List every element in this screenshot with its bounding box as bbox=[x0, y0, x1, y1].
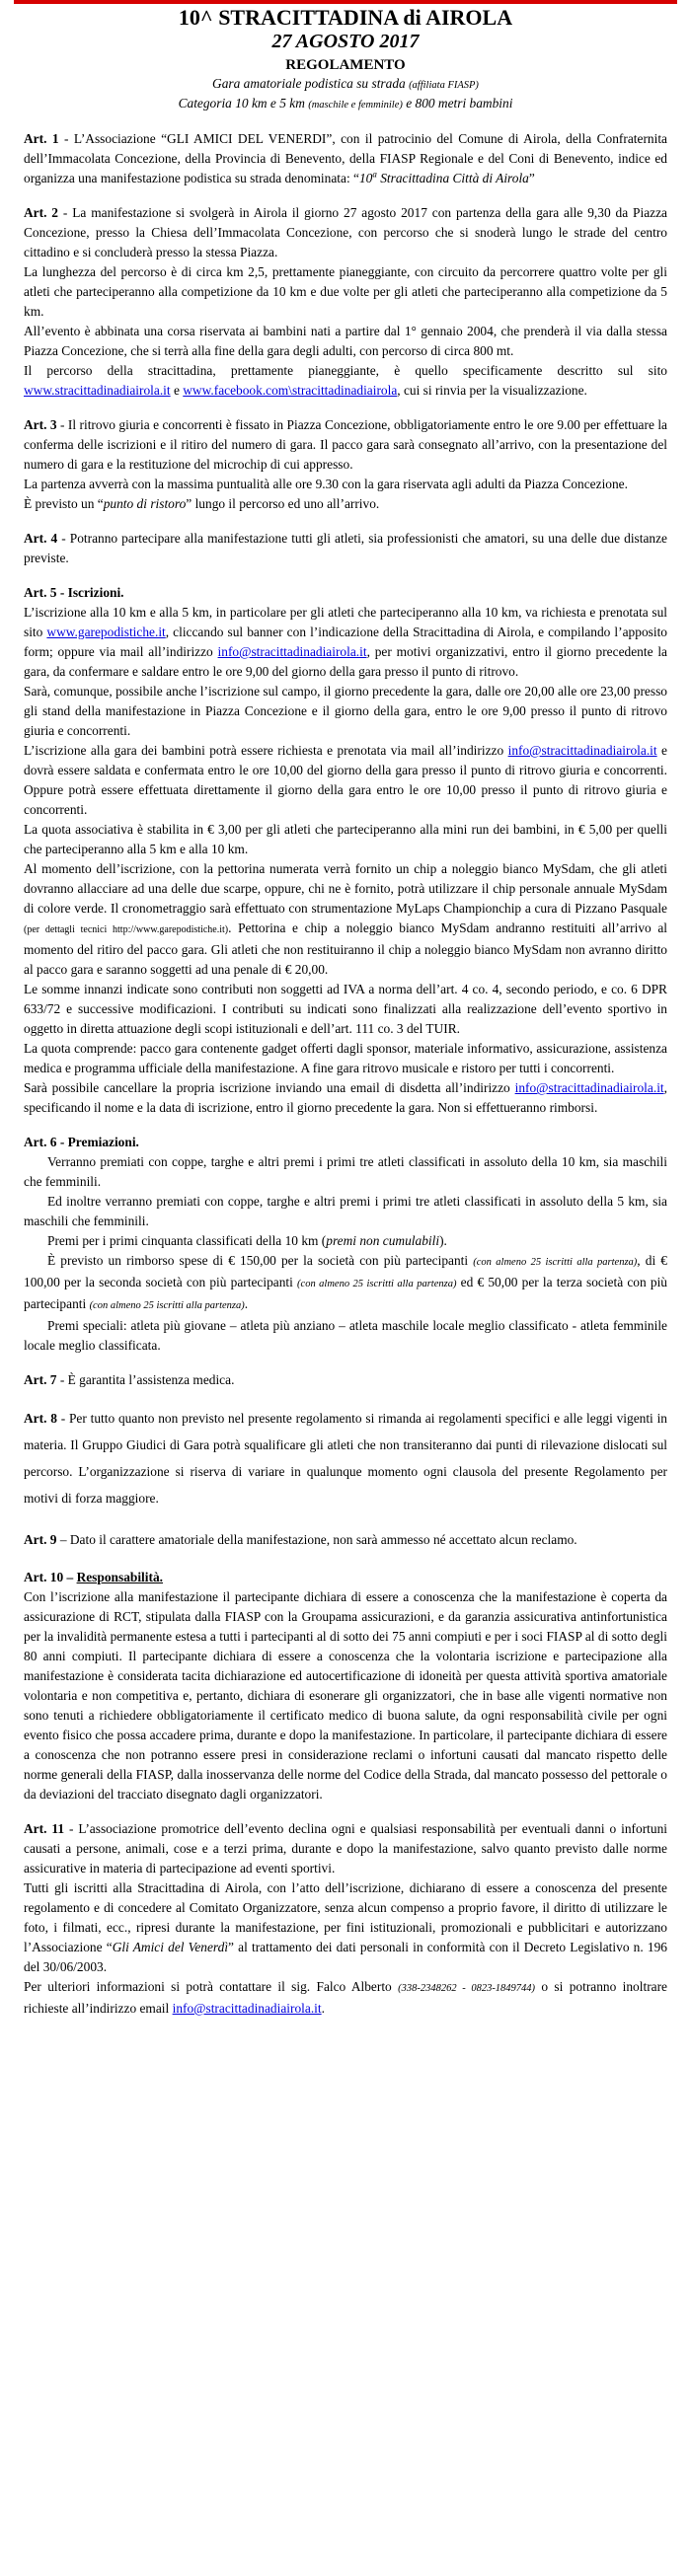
article-3-p2: La partenza avverrà con la massima puntualità alle ore 9.30 con la gara riservata agli adulti da Piazza Concezione. bbox=[24, 477, 628, 491]
article-4 bbox=[24, 529, 667, 568]
article-2-p3: All’evento è abbinata una corsa riservata ai bambini nati a partire dal 1° gennaio 2004, che prenderà il via dalla stessa Piazza Concezione, che si terrà alla fine della gara degli adulti, con percorso di circa 800 mt. bbox=[24, 324, 667, 358]
article-3-p3: È previsto un “punto di ristoro” lungo il percorso ed uno all’arrivo. bbox=[24, 496, 380, 511]
article-10-p1: Con l’iscrizione alla manifestazione il partecipante dichiara di essere a conoscenza che la manifestazione è coperta da assicurazione di RCT, stipulata dalla FIASP con la Groupama assicurazioni, e da garanzia assicurativa antinfortunistica per la invalidità permanente estesa a tutti i partecipanti al di sotto dei 75 anni compiuti e per i soci FIASP al di sotto degli 80 anni compiuti. Il partecipante dichiara di essere a conoscenza che la volontaria iscrizione e partecipazione alla manifestazione è considerata tacita dichiarazione ed autocertificazione di idoneità per questa attività sportiva amatoriale volontaria e non competitiva e, pertanto, dichiara di esonerare gli organizzatori, che in base alle vigenti normative non sono tenuti a richiedere obbligatoriamente il certificato medico di buona salute, da ogni responsabilità civile per ogni evento fisico che possa accadere prima, durante e dopo la manifestazione. In particolare, il partecipante dichiara di essere a conoscenza che non potranno essere presi in considerazione reclami o infortuni causati dal mancato rispetto delle norme generali della FIASP, dalla inosservanza delle norme del Codice della Strada, dal mancato possesso del pettorale o da deviazioni del tracciato disegnato dagli organizzatori. bbox=[24, 1589, 667, 1802]
article-1 bbox=[24, 129, 667, 188]
article-4-text: Art. 4 - Potranno partecipare alla manifestazione tutti gli atleti, sia professionisti che amatori, su una delle due distanze previste. bbox=[24, 531, 667, 565]
garepodistiche-link[interactable]: www.garepodistiche.it bbox=[46, 625, 166, 639]
article-11-p3: Per ulteriori informazioni si potrà contattare il sig. Falco Alberto (338-2348262 - 0823-1849744) o si potranno inoltrare richieste all’indirizzo email info@stracittadinadiairola.it. bbox=[24, 1979, 667, 2016]
article-2-p1: Art. 2 - La manifestazione si svolgerà in Airola il giorno 27 agosto 2017 con partenza della gara alle 9,30 da Piazza Concezione, presso la Chiesa dell’Immacolata Concezione, con percorso che si snoderà lungo le strade del centro cittadino e si concluderà presso la stessa Piazza. bbox=[24, 205, 667, 259]
website-link[interactable]: www.stracittadinadiairola.it bbox=[24, 383, 171, 398]
article-5-p8: Sarà possibile cancellare la propria iscrizione inviando una email di disdetta all’indirizzo info@stracittadinadiairola.it, specificando il nome e la data di iscrizione, entro il giorno precedente la gara. Non si effettueranno rimborsi. bbox=[24, 1080, 667, 1115]
article-2-p2: La lunghezza del percorso è di circa km 2,5, prettamente pianeggiante, con circuito da percorrere quattro volte per gli atleti che parteciperanno alla competizione da 10 km e due volte per gli atleti che parteciperanno alla competizione da 5 km. bbox=[24, 264, 667, 319]
article-5-p3: L’iscrizione alla gara dei bambini potrà essere richiesta e prenotata via mail all’indirizzo info@stracittadinadiairola.it e dovrà essere saldata e confermata entro le ore 10,00 del giorno della gara presso il punto di ritrovo giuria e concorrenti. Oppure potrà essere effettuata direttamente il giorno della gara entro le ore 10,00 presso il punto di ritrovo giuria e concorrenti. bbox=[24, 743, 667, 817]
article-10-heading: Art. 10 – Responsabilità. bbox=[24, 1570, 163, 1584]
article-5 bbox=[24, 583, 667, 1118]
article-5-p6: Le somme innanzi indicate sono contributi non soggetti ad IVA a norma dell’art. 4 co. 4, secondo periodo, e co. 6 DPR 633/72 e successive modificazioni. I contributi su indicati sono finalizzati alla realizzazione dell’evento sportivo in oggetto in diretta attuazione degli scopi istituzionali e dell’art. 111 co. 3 del TUIR. bbox=[24, 982, 667, 1036]
subtitle-categoria: Categoria 10 km e 5 km (maschile e femminile) e 800 metri bambini bbox=[178, 96, 513, 110]
info-email-link[interactable]: info@stracittadinadiairola.it bbox=[507, 743, 657, 758]
article-7-text: Art. 7 - È garantita l’assistenza medica. bbox=[24, 1372, 235, 1387]
article-7 bbox=[24, 1370, 667, 1390]
article-11 bbox=[24, 1819, 667, 2019]
article-2 bbox=[24, 203, 667, 401]
article-10 bbox=[24, 1568, 667, 1804]
facebook-link[interactable]: www.facebook.com\stracittadinadiairola bbox=[183, 383, 398, 398]
article-8-text: Art. 8 - Per tutto quanto non previsto nel presente regolamento si rimanda ai regolamenti specifici e alle leggi vigenti in materia. Il Gruppo Giudici di Gara potrà squalificare gli atleti che non transiteranno dai punti di rilevazione dislocati sul percorso. L’organizzazione si riserva di variare in qualunque momento ogni clausola del presente Regolamento per motivi di forza maggiore. bbox=[24, 1411, 667, 1506]
article-6-p4: È previsto un rimborso spese di € 150,00 per la società con più partecipanti (con almeno 25 iscritti alla partenza), di € 100,00 per la seconda società con più partecipanti (con almeno 25 iscritti alla partenza) ed € 50,00 per la terza società con più partecipanti (con almeno 25 iscritti alla partenza). bbox=[24, 1253, 667, 1311]
article-6-p5: Premi speciali: atleta più giovane – atleta più anziano – atleta maschile locale meglio classificato - atleta femminile locale meglio classificata. bbox=[24, 1318, 667, 1353]
article-6-p1: Verranno premiati con coppe, targhe e altri premi i primi tre atleti classificati in assoluto della 10 km, sia maschili che femminili. bbox=[24, 1154, 667, 1189]
article-5-p2: Sarà, comunque, possibile anche l’iscrizione sul campo, il giorno precedente la gara, dalle ore 20,00 alle ore 23,00 presso gli stand della manifestazione in Piazza Concezione e il giorno della gara, entro le ore 9,00 presso il punto di ritrovo giuria e concorrenti. bbox=[24, 684, 667, 738]
article-3 bbox=[24, 415, 667, 514]
info-email-link[interactable]: info@stracittadinadiairola.it bbox=[217, 644, 367, 659]
section-heading-regolamento: REGOLAMENTO bbox=[285, 57, 406, 73]
article-3-p1: Art. 3 - Il ritrovo giuria e concorrenti è fissato in Piazza Concezione, obbligatoriamente entro le ore 9.00 per effettuare la conferma delle iscrizioni e il ritiro del numero di gara. Il pacco gara sarà consegnato all’arrivo, con la presentazione del numero di gara e la restituzione del microchip di cui appresso. bbox=[24, 417, 667, 472]
article-5-p4: La quota associativa è stabilita in € 3,00 per gli atleti che parteciperanno alla mini run dei bambini, in € 5,00 per quelli che parteciperanno alla 5 km e alla 10 km. bbox=[24, 822, 667, 856]
article-9 bbox=[24, 1526, 667, 1553]
document-content bbox=[0, 6, 691, 2019]
article-8 bbox=[24, 1405, 667, 1511]
article-6 bbox=[24, 1133, 667, 1356]
event-date: 27 AGOSTO 2017 bbox=[271, 31, 420, 52]
article-11-p2: Tutti gli iscritti alla Stracittadina di Airola, con l’atto dell’iscrizione, dichiarano di essere a conoscenza del presente regolamento e di concedere al Comitato Organizzatore, senza alcun compenso a proprio favore, il diritto di utilizzare le foto, i filmati, ecc., ripresi durante la manifestazione, per fini istituzionali, promozionali e pubblicitari e autorizzano l’Associazione “Gli Amici del Venerdì” al trattamento dei dati personali in conformità con il Decreto Legislativo n. 196 del 30/06/2003. bbox=[24, 1880, 667, 1974]
article-5-p5: Al momento dell’iscrizione, con la pettorina numerata verrà fornito un chip a noleggio bianco MySdam, che gli atleti dovranno allacciare ad una delle due scarpe, oppure, chi ne è fornito, potrà utilizzare il chip personale annuale MySdam di colore verde. Il cronometraggio sarà effettuato con strumentazione MyLaps Championchip a cura di Pizzano Pasquale (per dettagli tecnici http://www.garepodistiche.it). Pettorina e chip a noleggio bianco MySdam andranno restituiti all’arrivo al momento del ritiro del pacco gara. Gli atleti che non restituiranno il chip a noleggio bianco MySdam non avranno diritto al pacco gara e saranno soggetti ad una penale di € 20,00. bbox=[24, 861, 667, 977]
info-email-link[interactable]: info@stracittadinadiairola.it bbox=[172, 2001, 322, 2016]
article-6-heading: Art. 6 - Premiazioni. bbox=[24, 1135, 139, 1149]
article-6-p2: Ed inoltre verranno premiati con coppe, targhe e altri premi i primi tre atleti classificati in assoluto della 5 km, sia maschili che femminili. bbox=[24, 1194, 667, 1228]
page-title: 10^ STRACITTADINA di AIROLA bbox=[178, 5, 513, 30]
contact-phone: (338-2348262 - 0823-1849744) bbox=[398, 1983, 536, 1994]
info-email-link[interactable]: info@stracittadinadiairola.it bbox=[514, 1080, 664, 1095]
article-2-p4: Il percorso della stracittadina, prettamente pianeggiante, è quello specificamente descritto sul sito www.stracittadinadiairola.it e www.facebook.com\stracittadinadiairola, cui si rinvia per la visualizzazione. bbox=[24, 363, 667, 398]
article-5-p7: La quota comprende: pacco gara contenente gadget offerti dagli sponsor, materiale informativo, assicurazione, assistenza medica e programma ufficiale della manifestazione. A fine gara ritrovo musicale e ristoro per tutti i concorrenti. bbox=[24, 1041, 667, 1075]
article-1-text: Art. 1 - L’Associazione “GLI AMICI DEL VENERDI”, con il patrocinio del Comune di Airola, della Confraternita dell’Immacolata Concezione, della Provincia di Benevento, della FIASP Regionale e del Coni di Benevento, indice ed organizza una manifestazione podistica su strada denominata: “10$^a$ Stracittadina Città di Airola” bbox=[24, 131, 667, 185]
article-6-p3: Premi per i primi cinquanta classificati della 10 km (premi non cumulabili). bbox=[47, 1233, 447, 1248]
top-red-bar bbox=[14, 0, 677, 4]
article-11-p1: Art. 11 - L’associazione promotrice dell’evento declina ogni e qualsiasi responsabilità per eventuali danni o infortuni causati a persone, animali, cose e a terzi prima, durante e dopo la manifestazione, salvo quanto previsto dalle norme assicurative in materia di partecipazione ad eventi sportivi. bbox=[24, 1821, 667, 1876]
article-5-heading: Art. 5 - Iscrizioni. bbox=[24, 585, 124, 600]
article-9-text: Art. 9 – Dato il carattere amatoriale della manifestazione, non sarà ammesso né accettato alcun reclamo. bbox=[24, 1532, 577, 1547]
article-5-p1: L’iscrizione alla 10 km e alla 5 km, in particolare per gli atleti che parteciperanno alla 10 km, va richiesta e prenotata sul sito www.garepodistiche.it, cliccando sul banner con l’indicazione della Stracittadina di Airola, e compilando l’apposito form; oppure via mail all’indirizzo info@stracittadinadiairola.it, per motivi organizzativi, entro il giorno precedente la gara, da confermare e saldare entro le ore 9,00 del giorno della gara presso il punto di ritrovo. bbox=[24, 605, 667, 679]
subtitle-gara: Gara amatoriale podistica su strada (affiliata FIASP) bbox=[212, 76, 479, 91]
